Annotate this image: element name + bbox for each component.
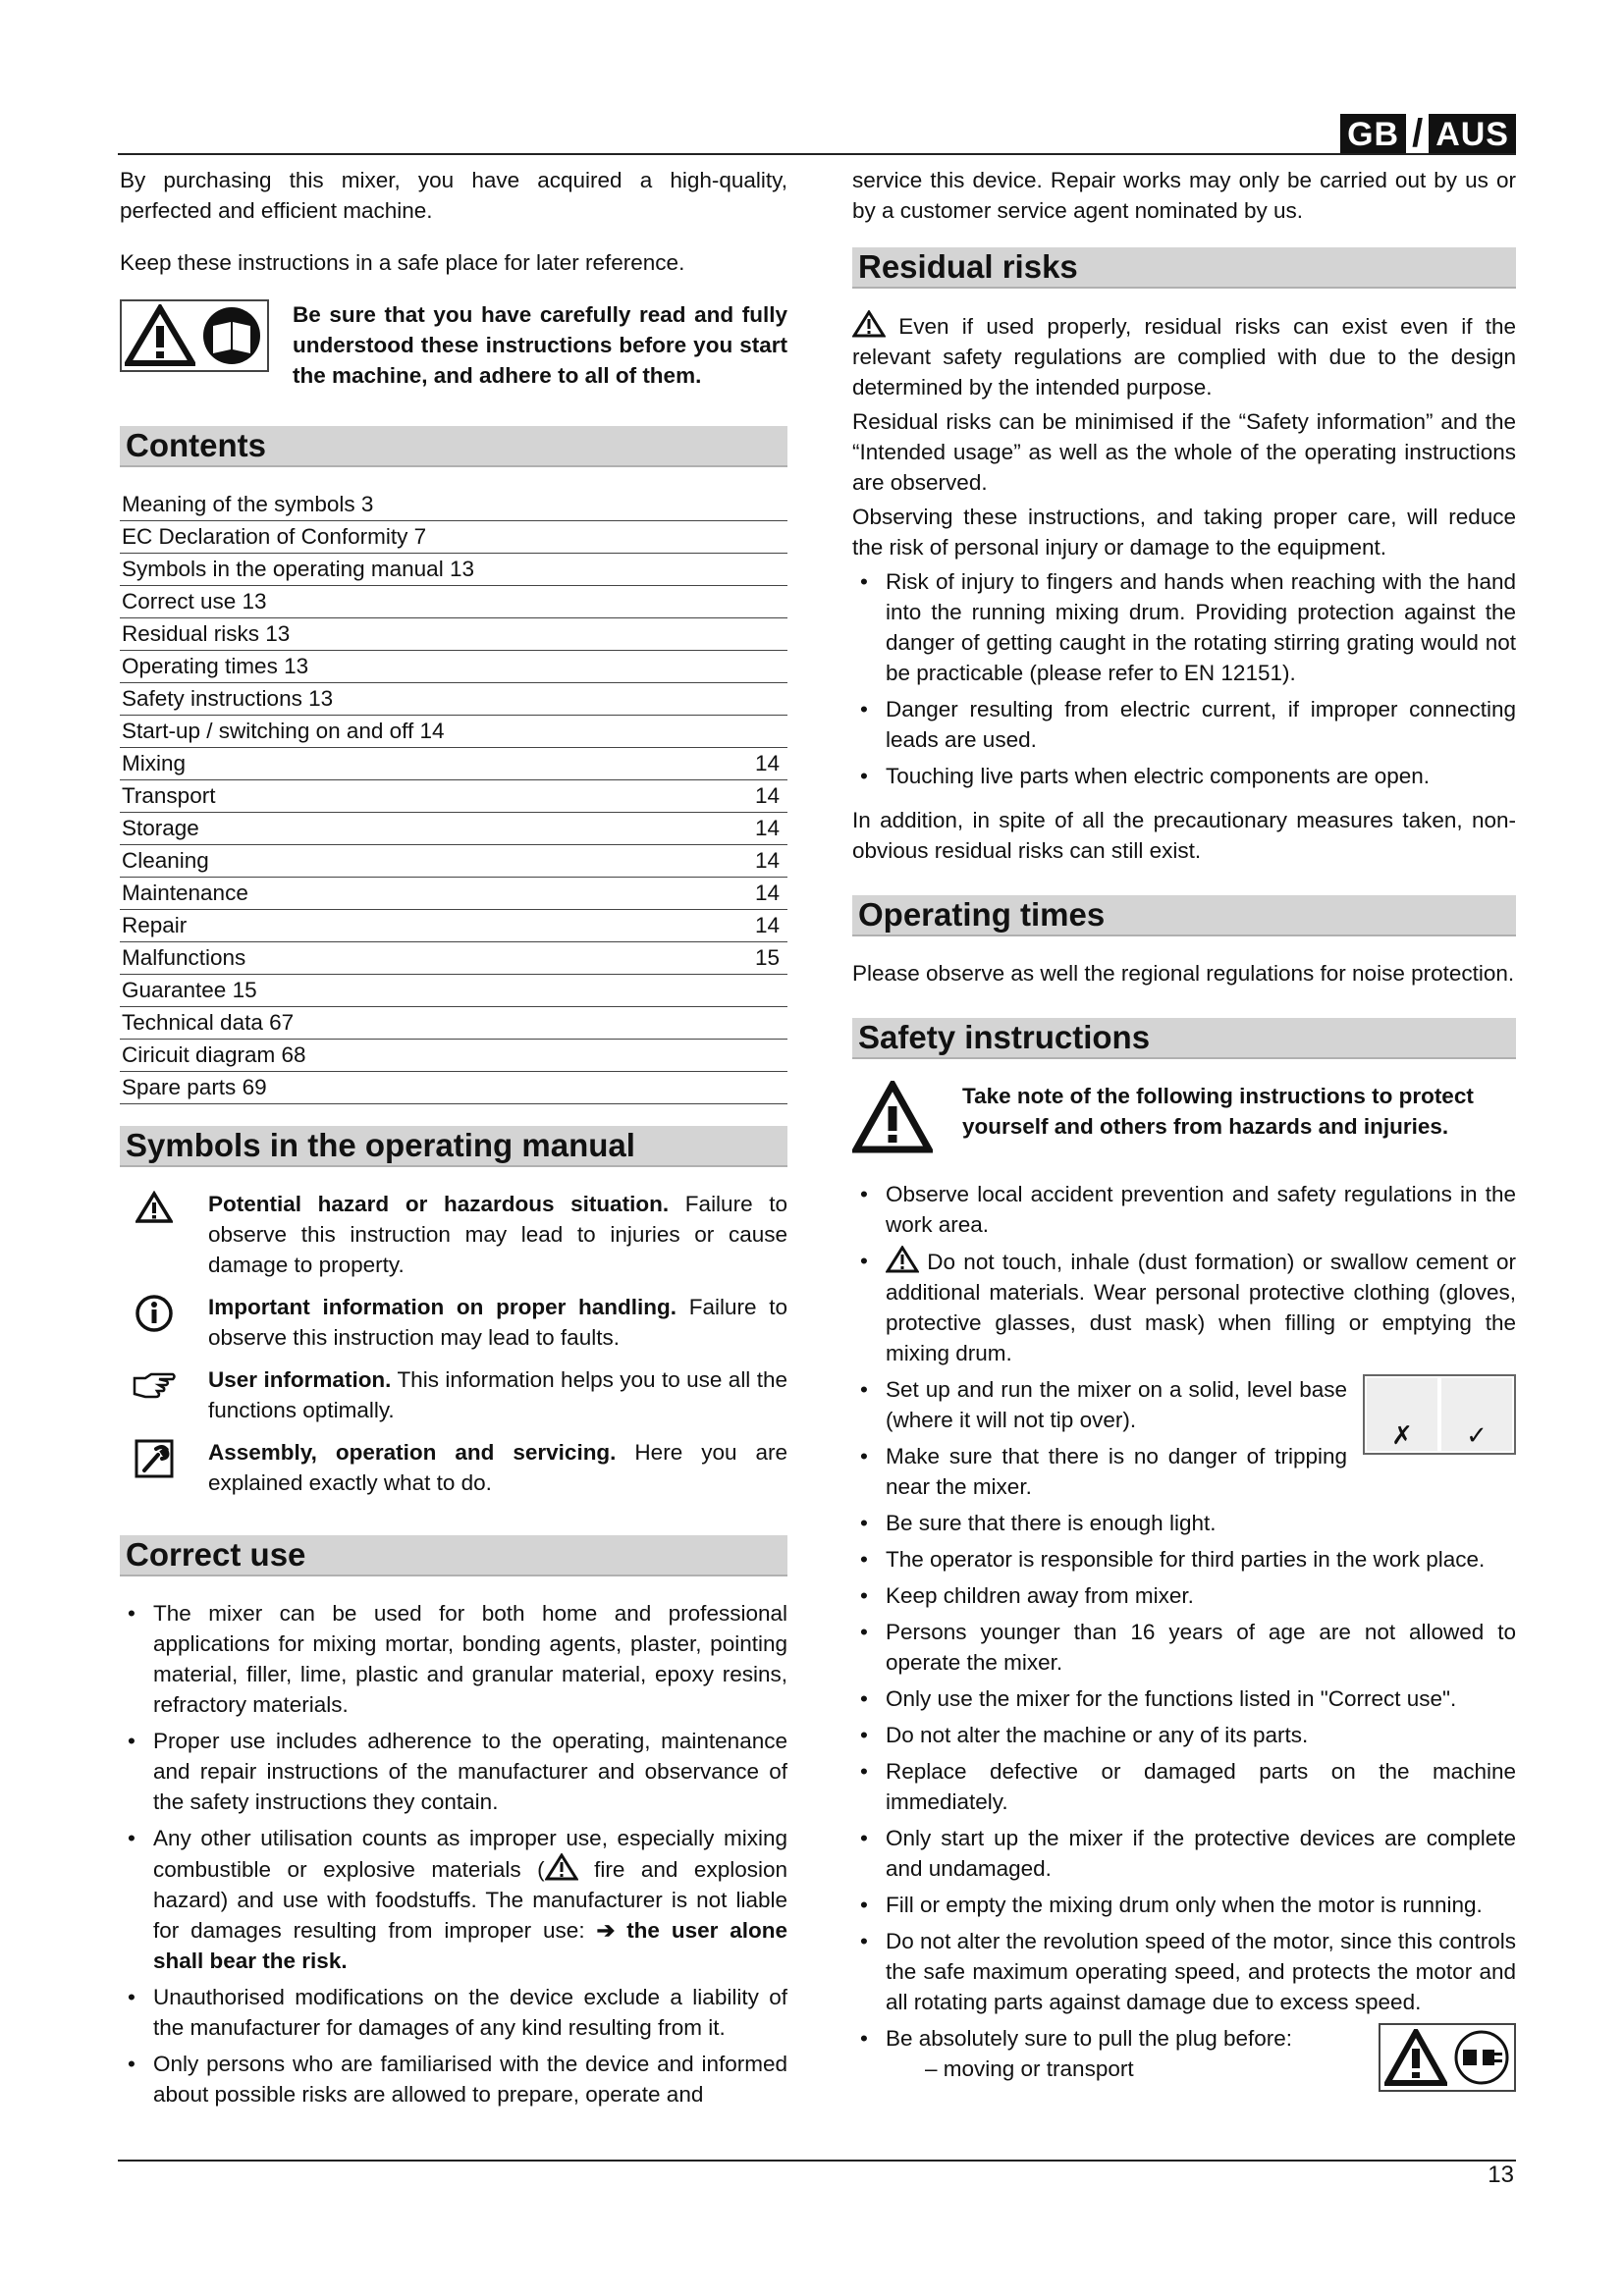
list-item: • Touching live parts when electric components are open. [852,761,1516,791]
toc-row [120,942,787,975]
pointing-hand-icon [132,1366,177,1400]
language-badge [1340,112,1516,156]
residual-additional: In addition, in spite of all the precautionary measures taken, non-obvious residual risks can still exist. [852,808,1516,863]
footer-rule [118,2160,1516,2162]
toc-row [120,716,787,748]
correct-use-heading: Correct use [120,1535,787,1576]
read-instructions-notice [120,299,787,391]
list-item: • Fill or empty the mixing drum only when the motor is running. [852,1890,1516,1920]
residual-risks-text: Even if used properly, residual risks can exist even if the relevant safety regulations are complied with due to the design determined by the intended purpose. [852,314,1516,400]
list-item [852,1374,1516,1450]
toc-page: 14 [754,913,780,937]
symbol-assembly [120,1437,787,1498]
toc-page: 14 [754,881,780,905]
list-item: • Unauthorised modifications on the device exclude a liability of the manufacturer for damages of any kind resulting from it. [120,1982,787,2043]
page-number: 13 [1488,2162,1514,2188]
safety-plug-text: Be absolutely sure to pull the plug before: [886,2026,1293,2051]
arrow-icon: ➔ [596,1918,616,1943]
warning-icon [545,1853,578,1881]
level-mixer-correct-icon: ✓ [1441,1378,1512,1451]
residual-minimise: Residual risks can be minimised if the “Safety information” and the “Intended usage” as well as the whole of the operating instructions are observed. [852,409,1516,495]
toc-row [120,683,787,716]
toc-entry: Cleaning [122,848,209,873]
safety-instructions-heading: Safety instructions [852,1018,1516,1059]
intro-icon-box [120,299,269,372]
badge-aus: AUS [1429,114,1516,155]
toc-entry: Malfunctions [122,945,246,970]
list-item: • Make sure that there is no danger of tripping near the mixer. [852,1441,1516,1502]
list-item [852,1246,1516,1368]
improper-use-text-2: fire and explosion hazard) and use with foodstuffs. The manufacturer is not liable for damages resulting from improper use: [153,1857,787,1943]
manual-book-icon [199,304,264,367]
toc-row [120,618,787,651]
toc-entry: Ciricuit diagram 68 [122,1042,306,1067]
toc-entry: Mixing [122,751,187,775]
toc-row [120,1007,787,1040]
operating-times-heading: Operating times [852,895,1516,936]
symbol-user-text: This information helps you to use all the functions optimally. [208,1367,787,1422]
toc-row [120,521,787,554]
list-item [120,1823,787,1976]
toc-row [120,878,787,910]
toc-entry: Residual risks 13 [122,621,291,646]
info-icon [135,1294,174,1333]
toc-entry: Spare parts 69 [122,1075,267,1099]
residual-risks-list [852,566,1516,791]
symbols-heading: Symbols in the operating manual [120,1126,787,1167]
list-item: • Keep children away from mixer. [852,1580,1516,1611]
safety-plug-sub: – moving or transport [925,2056,1134,2081]
list-item: • Do not alter the revolution speed of the motor, since this controls the safe maximum operating speed, and protects the motor and all rotating parts against damage due to excess speed. [852,1926,1516,2017]
left-column [120,165,787,2123]
list-item [852,2023,1516,2084]
symbol-hazard [120,1189,787,1280]
warning-icon [886,1246,919,1273]
residual-observe: Observing these instructions, and taking proper care, will reduce the risk of personal injury or damage to the equipment. [852,505,1516,560]
badge-gb: GB [1340,114,1406,155]
residual-risks-heading: Residual risks [852,247,1516,289]
symbol-hazard-text: Failure to observe this instruction may lead to injuries or cause damage to property. [208,1192,787,1277]
residual-risks-intro [852,310,1516,402]
symbol-user-information [120,1364,787,1425]
list-item: • The mixer can be used for both home and professional applications for mixing mortar, bonding agents, plaster, pointing material, filler, lime, plastic and granular material, epoxy resins, refractory materials. [120,1598,787,1720]
warning-icon [125,304,195,367]
toc-entry: Operating times 13 [122,654,309,678]
toc-row [120,975,787,1007]
toc-entry: Repair [122,913,188,937]
toc-page: 14 [754,816,780,840]
continued-text: service this device. Repair works may only be carried out by us or by a customer service agent nominated by us. [852,168,1516,223]
safety-list [852,1179,1516,2084]
toc-row [120,489,787,521]
toc-entry: EC Declaration of Conformity 7 [122,524,427,549]
safety-level-text: Set up and run the mixer on a solid, level base (where it will not tip over). [886,1377,1347,1432]
operating-times-text: Please observe as well the regional regulations for noise protection. [852,961,1515,986]
toc-entry: Storage [122,816,199,840]
toc-row [120,651,787,683]
symbol-info-text: Failure to observe this instruction may lead to faults. [208,1295,787,1350]
symbol-info-title: Important information on proper handling. [208,1295,677,1319]
unplug-illustration [1379,2023,1516,2092]
toc-entry: Maintenance [122,881,248,905]
symbol-user-title: User information. [208,1367,392,1392]
symbols-list [120,1189,787,1498]
toc-entry: Meaning of the symbols 3 [122,492,374,516]
toc-entry: Safety instructions 13 [122,686,334,711]
toc-row [120,1072,787,1104]
unplug-icon [1453,2029,1510,2086]
improper-use-risk: the user alone shall bear the risk. [153,1918,787,1973]
table-of-contents [120,489,787,1104]
toc-entry: Correct use 13 [122,589,267,614]
toc-row [120,780,787,813]
toc-entry: Transport [122,783,216,808]
toc-entry: Symbols in the operating manual 13 [122,557,474,581]
intro-warning-text: Be sure that you have carefully read and fully understood these instructions before you start the machine, and adhere to all of them. [293,302,787,388]
warning-icon [852,1081,933,1153]
toc-entry: Guarantee 15 [122,978,257,1002]
badge-slash: / [1412,112,1424,155]
toc-page: 14 [754,751,780,775]
warning-icon [1384,2029,1447,2086]
toc-row [120,1040,787,1072]
list-item: • Replace defective or damaged parts on the machine immediately. [852,1756,1516,1817]
toc-row [120,845,787,878]
symbol-information [120,1292,787,1353]
right-column [852,165,1516,2098]
warning-icon [852,310,886,338]
list-item: • Only start up the mixer if the protective devices are complete and undamaged. [852,1823,1516,1884]
symbol-assembly-title: Assembly, operation and servicing. [208,1440,617,1465]
list-item: • Proper use includes adherence to the operating, maintenance and repair instructions of the manufacturer and observance of the safety instructions they contain. [120,1726,787,1817]
list-item: • Persons younger than 16 years of age are not allowed to operate the mixer. [852,1617,1516,1678]
list-item: • Observe local accident prevention and safety regulations in the work area. [852,1179,1516,1240]
safety-warning-text: Take note of the following instructions to protect yourself and others from hazards and injuries. [962,1084,1474,1139]
correct-use-list [120,1598,787,2109]
symbol-assembly-text: Here you are explained exactly what to do. [208,1440,787,1495]
toc-row [120,910,787,942]
warning-icon [135,1191,173,1224]
keep-instructions: Keep these instructions in a safe place for later reference. [120,250,685,275]
list-item: • Only use the mixer for the functions listed in "Correct use". [852,1683,1516,1714]
list-item: • Risk of injury to fingers and hands when reaching with the hand into the running mixing drum. Providing protection against the danger of getting caught in the rotating stirring grating would not be practicable (please refer to EN 12151). [852,566,1516,688]
intro-paragraph: By purchasing this mixer, you have acquired a high-quality, perfected and efficient machine. [120,168,787,223]
list-item: • The operator is responsible for third parties in the work place. [852,1544,1516,1575]
list-item: • Danger resulting from electric current, if improper connecting leads are used. [852,694,1516,755]
wrench-icon [135,1439,174,1478]
toc-page: 14 [754,783,780,808]
symbol-hazard-title: Potential hazard or hazardous situation. [208,1192,670,1216]
improper-use-text: Any other utilisation counts as improper use, especially mixing combustible or explosive materials ( [153,1826,787,1882]
toc-row [120,554,787,586]
tipping-mixer-wrong-icon: • ✗ [1367,1378,1437,1451]
contents-heading: Contents [120,426,787,467]
list-item: • Be sure that there is enough light. [852,1508,1516,1538]
toc-entry: Start-up / switching on and off 14 [122,719,445,743]
list-item: • Only persons who are familiarised with the device and informed about possible risks are allowed to prepare, operate and [120,2049,787,2109]
toc-row [120,813,787,845]
safety-dust-text: Do not touch, inhale (dust formation) or swallow cement or additional materials. Wear personal protective clothing (gloves, protective glasses, dust mask) when filling or emptying the mixing drum. [886,1250,1516,1365]
toc-page: 14 [754,848,780,873]
toc-row [120,586,787,618]
toc-row [120,748,787,780]
list-item: • Do not alter the machine or any of its parts. [852,1720,1516,1750]
header-rule [118,153,1516,155]
toc-entry: Technical data 67 [122,1010,295,1035]
safety-warning-notice [852,1081,1516,1153]
toc-page: 15 [754,945,780,970]
